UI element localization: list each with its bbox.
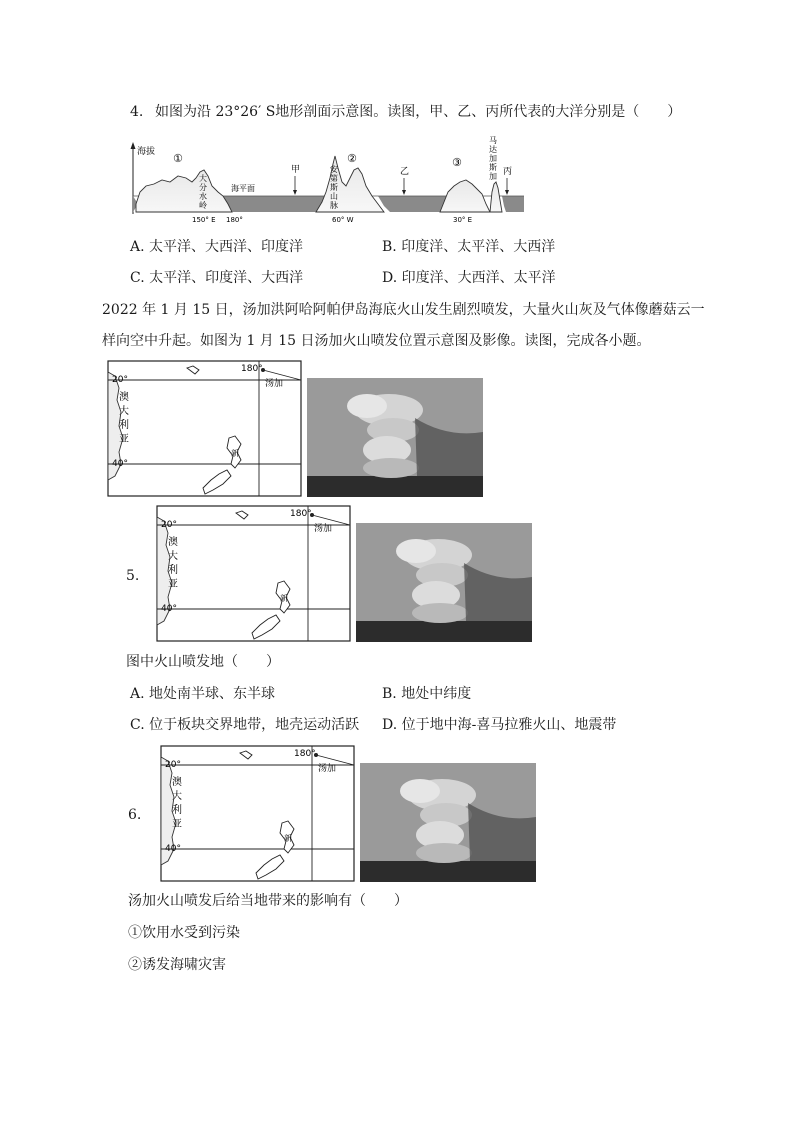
svg-text:利: 利 <box>168 565 178 576</box>
svg-text:20°: 20° <box>161 520 177 530</box>
svg-text:脉: 脉 <box>330 201 338 210</box>
svg-text:加: 加 <box>489 172 497 181</box>
svg-text:40°: 40° <box>165 844 181 854</box>
svg-text:20°: 20° <box>165 760 181 770</box>
tonga-location-map-q6 <box>160 745 356 883</box>
svg-text:40°: 40° <box>112 459 128 469</box>
q5-number: 5. <box>126 568 140 584</box>
q4-number: 4. <box>130 104 144 120</box>
ocean-jia <box>223 196 326 212</box>
svg-text:岭: 岭 <box>199 201 207 210</box>
ocean-bing <box>502 196 524 212</box>
svg-text:大: 大 <box>119 406 129 417</box>
svg-text:山: 山 <box>330 192 338 201</box>
svg-text:新: 新 <box>231 449 239 458</box>
label-yi: 乙 <box>400 167 410 177</box>
eruption-photo <box>307 378 483 497</box>
q6-number: 6. <box>128 807 142 823</box>
svg-text:分: 分 <box>199 183 207 192</box>
circle-1: ① <box>173 152 183 165</box>
svg-text:180°: 180° <box>241 364 263 374</box>
y-axis-arrow <box>131 142 136 149</box>
svg-text:澳: 澳 <box>168 537 178 548</box>
q4-stem: 如图为沿 23°26′ S地形剖面示意图。读图，甲、乙、丙所代表的大洋分别是（ ） <box>155 104 682 120</box>
svg-text:亚: 亚 <box>168 579 178 590</box>
africa-profile <box>440 180 490 212</box>
label-jia: 甲 <box>291 165 301 175</box>
q5-option-c[interactable]: C. 位于板块交界地带，地壳运动活跃 <box>130 717 360 733</box>
terrain-profile-figure <box>128 134 528 226</box>
svg-text:大: 大 <box>168 551 178 562</box>
q4-option-a[interactable]: A. 太平洋、大西洋、印度洋 <box>130 239 304 255</box>
madagascar-label <box>489 135 497 181</box>
svg-text:第: 第 <box>330 174 338 183</box>
circle-3: ③ <box>452 156 462 169</box>
svg-text:澳: 澳 <box>172 777 182 788</box>
svg-text:汤加: 汤加 <box>314 524 333 534</box>
tonga-label: 汤加 <box>265 379 284 389</box>
svg-text:达: 达 <box>489 145 497 154</box>
svg-text:亚: 亚 <box>119 434 129 445</box>
svg-text:斯: 斯 <box>489 163 497 172</box>
svg-text:加: 加 <box>489 154 497 163</box>
svg-text:澳: 澳 <box>119 392 129 403</box>
q6-item-2: ②诱发海啸灾害 <box>128 957 226 973</box>
q4-option-d[interactable]: D. 印度洋、大西洋、太平洋 <box>382 270 556 286</box>
svg-text:利: 利 <box>172 805 182 816</box>
q6-item-1: ①饮用水受到污染 <box>128 925 240 941</box>
q4-option-b[interactable]: B. 印度洋、太平洋、大西洋 <box>382 239 556 255</box>
label-bing: 丙 <box>503 167 513 177</box>
svg-text:180°: 180° <box>290 509 312 519</box>
passage-line-1: 2022 年 1 月 15 日，汤加洪阿哈阿帕伊岛海底火山发生剧烈喷发，大量火山灰及气体像蘑菇云一 <box>102 302 705 318</box>
svg-text:马: 马 <box>489 136 497 145</box>
svg-text:汤加: 汤加 <box>318 764 337 774</box>
tick-30e: 30° E <box>453 216 473 224</box>
svg-text:安: 安 <box>330 165 338 174</box>
q6-stem: 汤加火山喷发后给当地带来的影响有（ ） <box>128 893 408 909</box>
svg-text:斯: 斯 <box>330 183 338 192</box>
q5-option-b[interactable]: B. 地处中纬度 <box>382 686 472 702</box>
tick-150e: 150° E <box>192 216 216 224</box>
svg-text:180°: 180° <box>294 749 316 759</box>
circle-2: ② <box>347 152 357 165</box>
tick-60w: 60° W <box>332 216 354 224</box>
andes-label <box>330 164 338 210</box>
tonga-location-map-q5 <box>156 505 352 643</box>
svg-text:20°: 20° <box>112 375 128 385</box>
yaxis-label: 海拔 <box>137 147 156 157</box>
svg-text:40°: 40° <box>161 604 177 614</box>
tonga-location-map <box>107 360 303 498</box>
q5-stem: 图中火山喷发地（ ） <box>126 654 280 670</box>
svg-text:大: 大 <box>172 791 182 802</box>
eruption-photo-q6 <box>360 763 536 882</box>
australia-profile <box>136 170 232 212</box>
tick-180: 180° <box>226 216 243 224</box>
q4-option-c[interactable]: C. 太平洋、印度洋、大西洋 <box>130 270 304 286</box>
svg-text:新: 新 <box>280 594 288 603</box>
madagascar-profile <box>490 182 502 212</box>
q5-option-d[interactable]: D. 位于地中海-喜马拉雅火山、地震带 <box>382 717 617 733</box>
svg-text:大: 大 <box>199 174 207 183</box>
q5-option-a[interactable]: A. 地处南半球、东半球 <box>130 686 276 702</box>
svg-text:利: 利 <box>119 420 129 431</box>
svg-text:水: 水 <box>199 192 207 201</box>
svg-text:亚: 亚 <box>172 819 182 830</box>
divide-label <box>199 173 207 210</box>
passage-line-2: 样向空中升起。如图为 1 月 15 日汤加火山喷发位置示意图及影像。读图，完成各小题。 <box>102 333 651 349</box>
svg-text:新: 新 <box>284 834 292 843</box>
ocean-yi <box>378 196 450 212</box>
sea-level-label: 海平面 <box>231 184 255 193</box>
eruption-photo-q5 <box>356 523 532 642</box>
